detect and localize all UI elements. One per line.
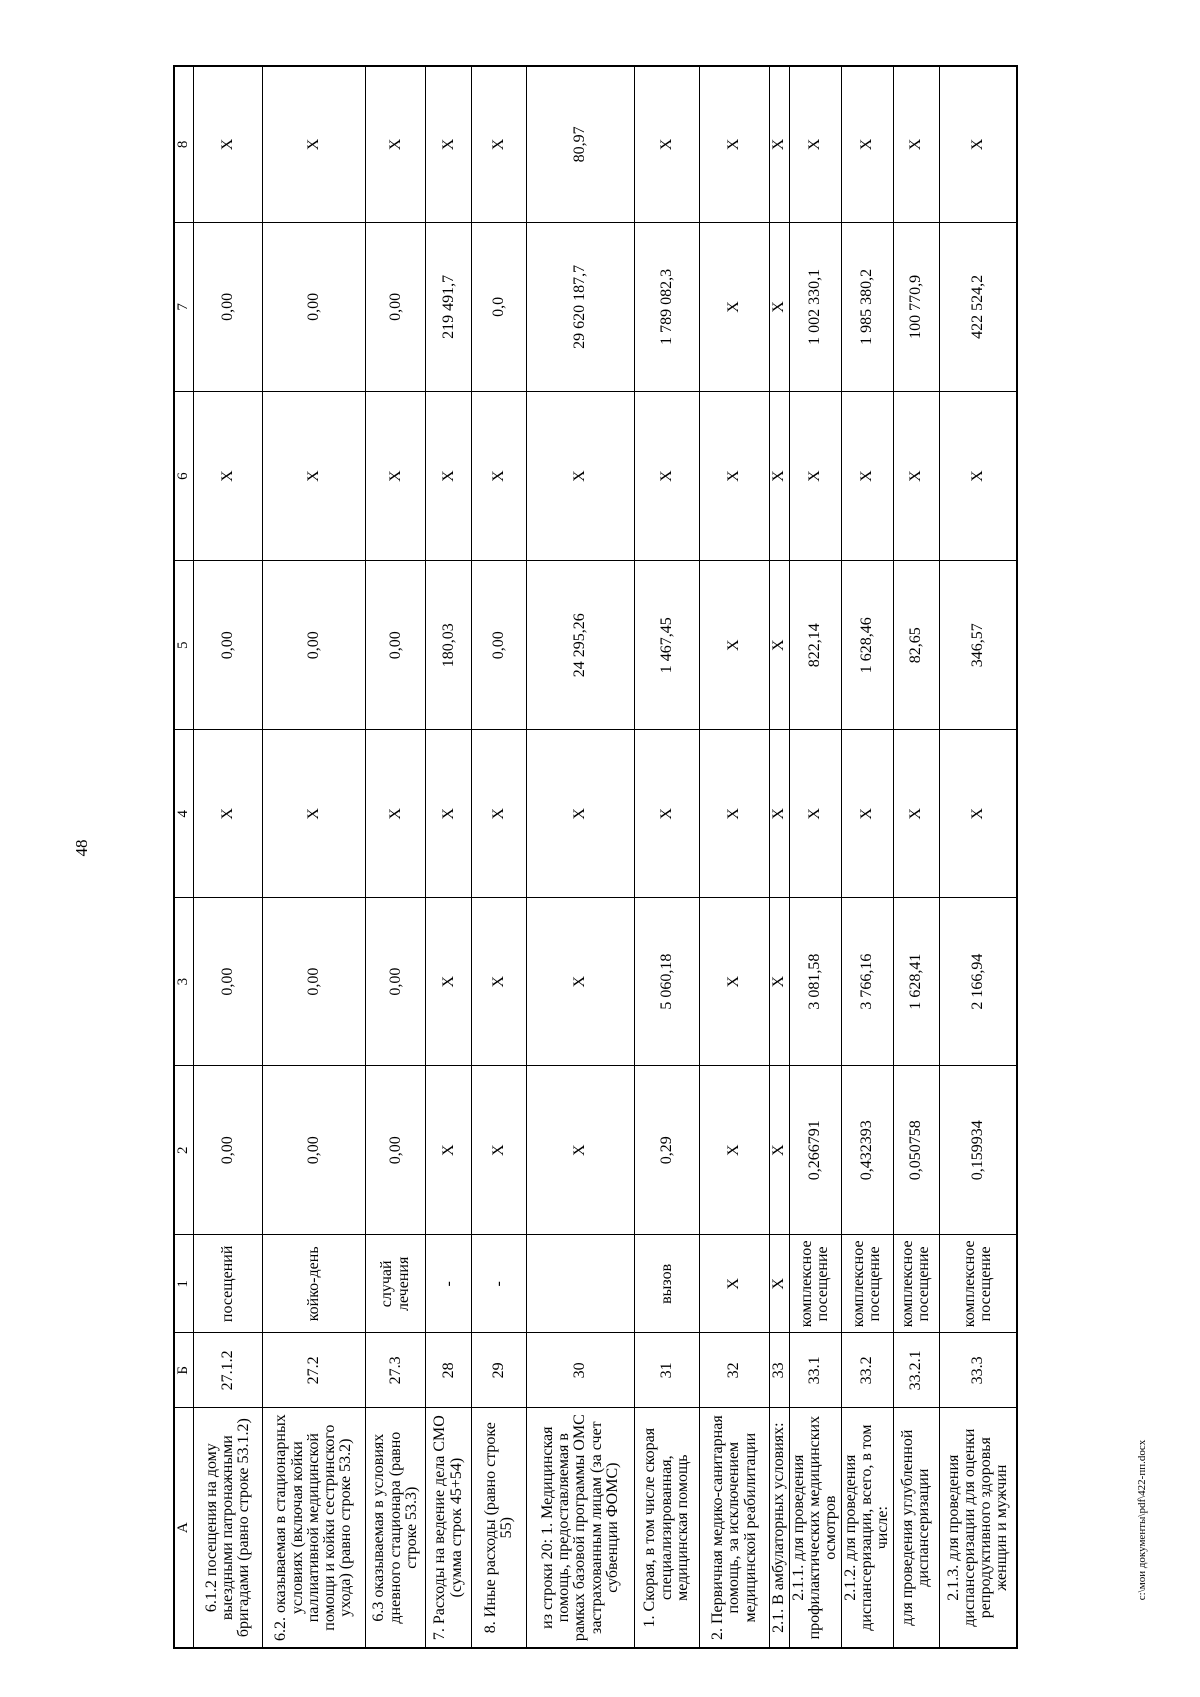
col6-cell: Х: [769, 392, 789, 561]
col4-cell: Х: [472, 730, 527, 898]
name-cell: 2.1. В амбулаторных условиях:: [769, 1408, 789, 1648]
col2-cell: Х: [769, 1066, 789, 1235]
rotated-table-wrapper: [173, 65, 1018, 1649]
col8-cell: Х: [262, 66, 365, 222]
col3-cell: 2 166,94: [940, 898, 1017, 1066]
col5-cell: 180,03: [426, 561, 472, 730]
header-cell-1: 1: [174, 1235, 194, 1333]
col6-cell: Х: [262, 392, 365, 561]
col7-cell: 422 524,2: [940, 222, 1017, 391]
unit-cell: -: [472, 1235, 527, 1333]
col4-cell: Х: [426, 730, 472, 898]
table-row: [472, 66, 527, 1648]
unit-cell: комплексное посещение: [789, 1235, 841, 1333]
col4-cell: Х: [841, 730, 893, 898]
name-cell: 6.1.2 посещения на дому выездными патронажными бригадами (равно строке 53.1.2): [194, 1408, 263, 1648]
name-cell: из строки 20: 1. Медицинская помощь, предоставляемая в рамках базовой программы ОМС застрахованным лицам (за счет субвенции ФОМС): [527, 1408, 634, 1648]
table-row: [841, 66, 893, 1648]
col3-cell: 0,00: [194, 898, 263, 1066]
table-row: [527, 66, 634, 1648]
code-cell: 30: [527, 1333, 634, 1408]
col3-cell: Х: [472, 898, 527, 1066]
name-cell: 2.1.2. для проведения диспансеризации, всего, в том числе:: [841, 1408, 893, 1648]
unit-cell: посещений: [194, 1235, 263, 1333]
col2-cell: 0,266791: [789, 1066, 841, 1235]
page-number: 48: [72, 839, 91, 857]
table-row: [262, 66, 365, 1648]
col5-cell: 0,00: [262, 561, 365, 730]
col8-cell: Х: [426, 66, 472, 222]
name-cell: 1. Скорая, в том числе скорая специализированная, медицинская помощь: [634, 1408, 700, 1648]
code-cell: 28: [426, 1333, 472, 1408]
col5-cell: 0,00: [366, 561, 426, 730]
unit-cell: случай лечения: [366, 1235, 426, 1333]
col8-cell: Х: [841, 66, 893, 222]
col4-cell: Х: [262, 730, 365, 898]
col8-cell: Х: [366, 66, 426, 222]
col4-cell: Х: [893, 730, 940, 898]
col3-cell: Х: [426, 898, 472, 1066]
col2-cell: Х: [527, 1066, 634, 1235]
col7-cell: Х: [769, 222, 789, 391]
col2-cell: Х: [472, 1066, 527, 1235]
col8-cell: Х: [194, 66, 263, 222]
col5-cell: Х: [769, 561, 789, 730]
col6-cell: Х: [940, 392, 1017, 561]
table-row: [634, 66, 700, 1648]
name-cell: 7. Расходы на ведение дела СМО (сумма строк 45+54): [426, 1408, 472, 1648]
header-cell-2: 2: [174, 1066, 194, 1235]
col5-cell: 0,00: [472, 561, 527, 730]
code-cell: 27.3: [366, 1333, 426, 1408]
unit-cell: койко-день: [262, 1235, 365, 1333]
col4-cell: Х: [940, 730, 1017, 898]
header-row: [174, 66, 194, 1648]
table-row: [940, 66, 1017, 1648]
unit-cell: Х: [700, 1235, 770, 1333]
col6-cell: Х: [426, 392, 472, 561]
table-row: [789, 66, 841, 1648]
name-cell: 6.3 оказываемая в условиях дневного стационара (равно строке 53.3): [366, 1408, 426, 1648]
col7-cell: 0,0: [472, 222, 527, 391]
footer-file-path: c:\мои документы\pdf\422-пп.docx: [1136, 1439, 1148, 1601]
col4-cell: Х: [789, 730, 841, 898]
header-cell-5: 5: [174, 561, 194, 730]
col3-cell: Х: [769, 898, 789, 1066]
code-cell: 27.2: [262, 1333, 365, 1408]
col2-cell: 0,00: [194, 1066, 263, 1235]
header-cell-a: А: [174, 1408, 194, 1648]
header-cell-8: 8: [174, 66, 194, 222]
col3-cell: 5 060,18: [634, 898, 700, 1066]
col2-cell: Х: [426, 1066, 472, 1235]
name-cell: 2. Первичная медико-санитарная помощь, за исключением медицинской реабилитации: [700, 1408, 770, 1648]
col7-cell: 0,00: [194, 222, 263, 391]
financing-table: [173, 65, 1018, 1649]
col6-cell: Х: [366, 392, 426, 561]
col4-cell: Х: [366, 730, 426, 898]
col6-cell: Х: [472, 392, 527, 561]
col3-cell: 1 628,41: [893, 898, 940, 1066]
name-cell: 2.1.1. для проведения профилактических медицинских осмотров: [789, 1408, 841, 1648]
header-cell-6: 6: [174, 392, 194, 561]
code-cell: 31: [634, 1333, 700, 1408]
name-cell: для проведения углубленной диспансеризации: [893, 1408, 940, 1648]
col8-cell: Х: [634, 66, 700, 222]
col4-cell: Х: [527, 730, 634, 898]
unit-cell: комплексное посещение: [940, 1235, 1017, 1333]
col4-cell: Х: [769, 730, 789, 898]
col2-cell: 0,432393: [841, 1066, 893, 1235]
unit-cell: -: [426, 1235, 472, 1333]
col3-cell: 0,00: [366, 898, 426, 1066]
table-body: [174, 66, 1017, 1648]
name-cell: 2.1.3. для проведения диспансеризации для оценки репродуктивного здоровья женщин и мужчин: [940, 1408, 1017, 1648]
col8-cell: Х: [940, 66, 1017, 222]
table-row: [366, 66, 426, 1648]
col6-cell: Х: [194, 392, 263, 561]
table-row: [194, 66, 263, 1648]
code-cell: 33.2: [841, 1333, 893, 1408]
unit-cell: Х: [769, 1235, 789, 1333]
col6-cell: Х: [893, 392, 940, 561]
col3-cell: 3 766,16: [841, 898, 893, 1066]
header-cell-7: 7: [174, 222, 194, 391]
col3-cell: 0,00: [262, 898, 365, 1066]
col7-cell: 1 002 330,1: [789, 222, 841, 391]
col7-cell: 219 491,7: [426, 222, 472, 391]
col8-cell: Х: [700, 66, 770, 222]
name-cell: 6.2. оказываемая в стационарных условиях (включая койки паллиативной медицинской помощи и койки сестринского ухода) (равно строке 53.2): [262, 1408, 365, 1648]
code-cell: 33.1: [789, 1333, 841, 1408]
col5-cell: 0,00: [194, 561, 263, 730]
code-cell: 33.3: [940, 1333, 1017, 1408]
col7-cell: Х: [700, 222, 770, 391]
table-row: [700, 66, 770, 1648]
unit-cell: [527, 1235, 634, 1333]
header-cell-4: 4: [174, 730, 194, 898]
header-cell-3: 3: [174, 898, 194, 1066]
col6-cell: Х: [700, 392, 770, 561]
col2-cell: 0,050758: [893, 1066, 940, 1235]
col4-cell: Х: [194, 730, 263, 898]
col6-cell: Х: [634, 392, 700, 561]
col7-cell: 29 620 187,7: [527, 222, 634, 391]
col4-cell: Х: [634, 730, 700, 898]
unit-cell: комплексное посещение: [841, 1235, 893, 1333]
col6-cell: Х: [841, 392, 893, 561]
name-cell: 8. Иные расходы (равно строке 55): [472, 1408, 527, 1648]
col8-cell: Х: [769, 66, 789, 222]
col3-cell: 3 081,58: [789, 898, 841, 1066]
col5-cell: 346,57: [940, 561, 1017, 730]
table-row: [893, 66, 940, 1648]
code-cell: 27.1.2: [194, 1333, 263, 1408]
col2-cell: 0,29: [634, 1066, 700, 1235]
col7-cell: 1 985 380,2: [841, 222, 893, 391]
col5-cell: Х: [700, 561, 770, 730]
code-cell: 29: [472, 1333, 527, 1408]
col6-cell: Х: [789, 392, 841, 561]
col3-cell: Х: [700, 898, 770, 1066]
code-cell: 32: [700, 1333, 770, 1408]
col2-cell: 0,00: [262, 1066, 365, 1235]
col2-cell: 0,00: [366, 1066, 426, 1235]
col5-cell: 24 295,26: [527, 561, 634, 730]
code-cell: 33: [769, 1333, 789, 1408]
unit-cell: вызов: [634, 1235, 700, 1333]
header-cell-b: Б: [174, 1333, 194, 1408]
col3-cell: Х: [527, 898, 634, 1066]
col5-cell: 822,14: [789, 561, 841, 730]
col8-cell: Х: [893, 66, 940, 222]
unit-cell: комплексное посещение: [893, 1235, 940, 1333]
col5-cell: 82,65: [893, 561, 940, 730]
col7-cell: 0,00: [366, 222, 426, 391]
col5-cell: 1 628,46: [841, 561, 893, 730]
table-row: [426, 66, 472, 1648]
col6-cell: Х: [527, 392, 634, 561]
col7-cell: 100 770,9: [893, 222, 940, 391]
col5-cell: 1 467,45: [634, 561, 700, 730]
col8-cell: Х: [472, 66, 527, 222]
code-cell: 33.2.1: [893, 1333, 940, 1408]
col4-cell: Х: [700, 730, 770, 898]
col2-cell: 0,159934: [940, 1066, 1017, 1235]
col7-cell: 0,00: [262, 222, 365, 391]
col8-cell: 80,97: [527, 66, 634, 222]
col7-cell: 1 789 082,3: [634, 222, 700, 391]
col2-cell: Х: [700, 1066, 770, 1235]
table-row: [769, 66, 789, 1648]
col8-cell: Х: [789, 66, 841, 222]
